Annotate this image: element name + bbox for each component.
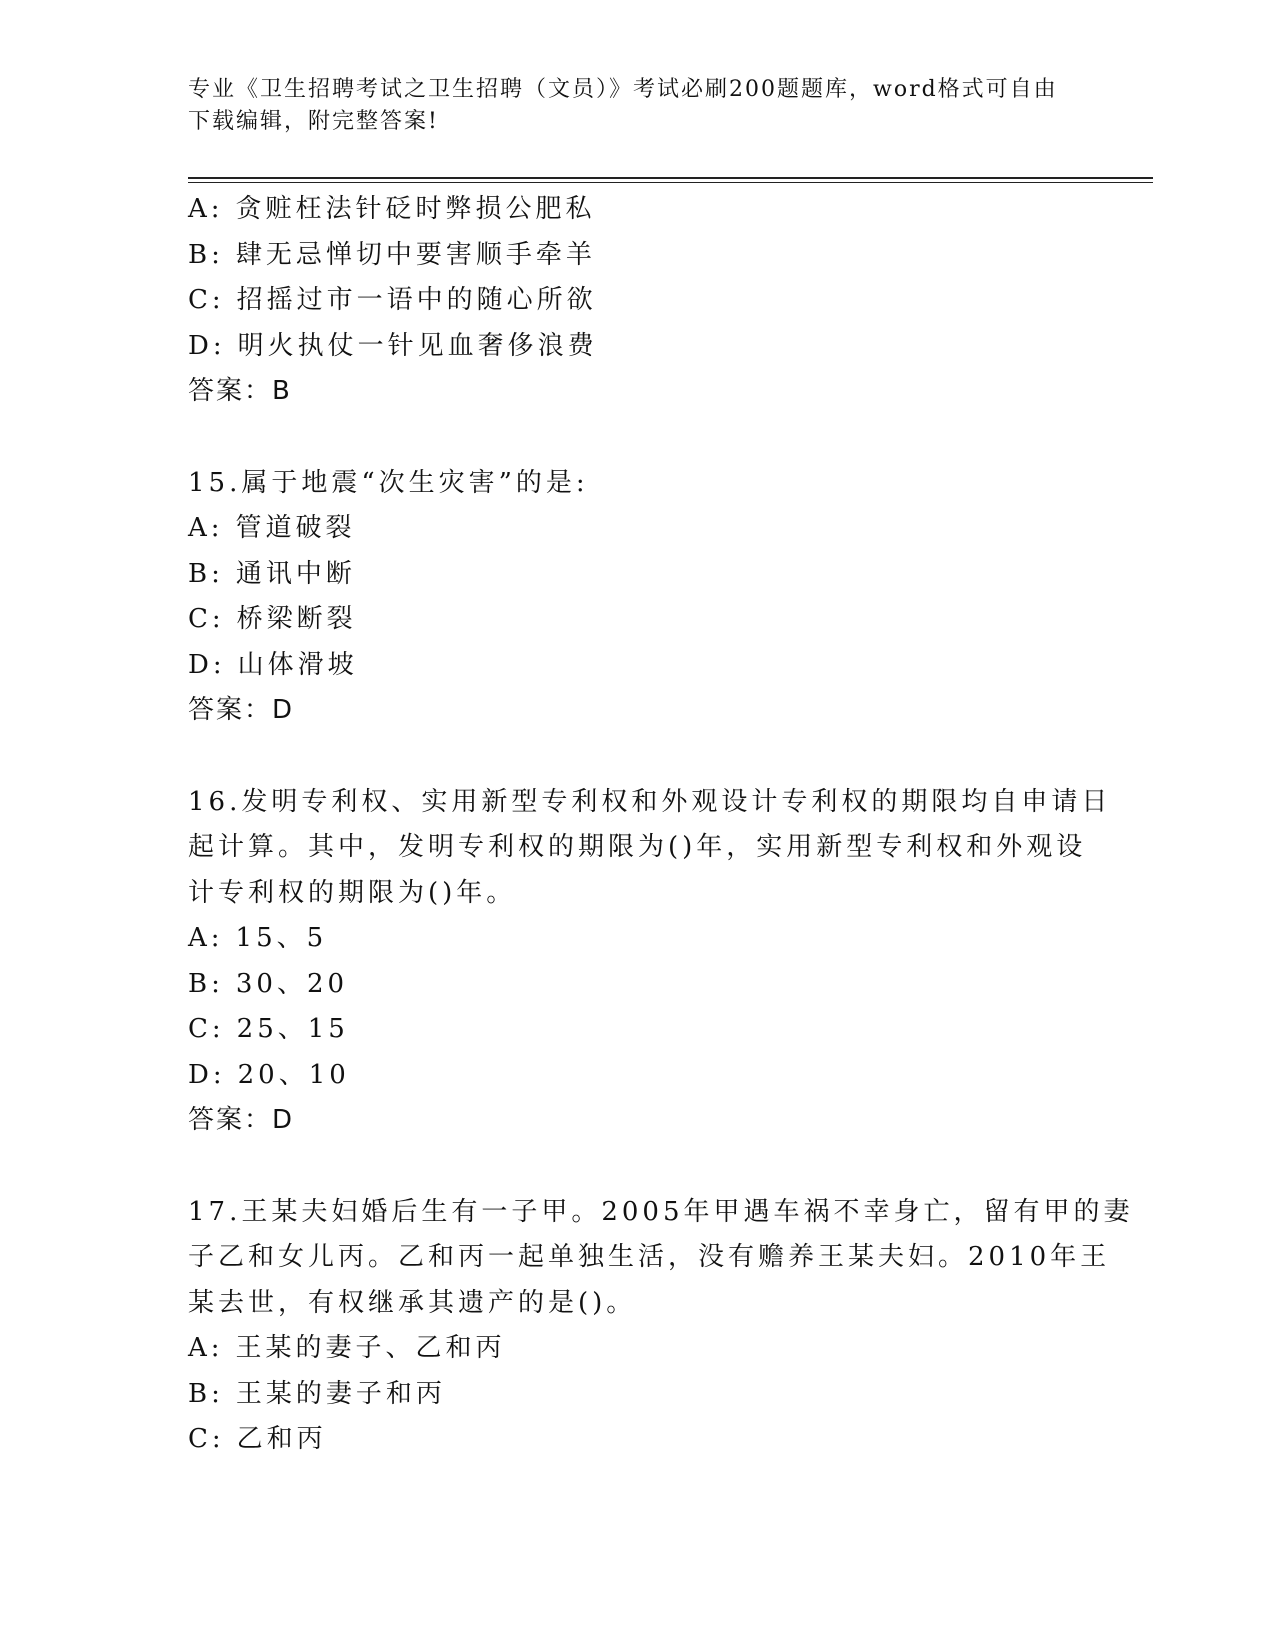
spacer xyxy=(188,734,1088,780)
answer-line: 答案：D xyxy=(188,695,295,725)
question-stem-line: 起计算。其中，发明专利权的期限为()年，实用新型专利权和外观设 xyxy=(188,832,1087,862)
question-stem-line: 某去世，有权继承其遗产的是()。 xyxy=(188,1287,637,1318)
option-a: A: 贪赃枉法针砭时弊损公肥私 xyxy=(188,194,596,224)
question-stem: 15.属于地震“次生灾害”的是: xyxy=(188,467,589,498)
question-stem-line: 17.王某夫妇婚后生有一子甲。2005年甲遇车祸不幸身亡，留有甲的妻 xyxy=(188,1196,1134,1227)
question-stem-line: 16.发明专利权、实用新型专利权和外观设计专利权的期限均自申请日 xyxy=(188,786,1112,817)
answer-line: 答案：B xyxy=(188,376,292,406)
option-b: B: 肆无忌惮切中要害顺手牵羊 xyxy=(188,239,596,270)
header-text: 专业《卫生招聘考试之卫生招聘（文员）》考试必刷200题题库，word格式可自由下载编辑，附完整答案! xyxy=(188,77,1058,134)
option-d: D: 山体滑坡 xyxy=(188,649,358,680)
answer-line: 答案：D xyxy=(188,1105,295,1135)
question-stem-line: 子乙和女儿丙。乙和丙一起单独生活，没有赡养王某夫妇。2010年王 xyxy=(188,1242,1111,1272)
question-16 xyxy=(188,780,1112,1144)
question-stem-line: 计专利权的期限为()年。 xyxy=(188,877,517,908)
option-c: C: 招摇过市一语中的随心所欲 xyxy=(188,285,597,315)
option-a: A: 王某的妻子、乙和丙 xyxy=(188,1333,506,1363)
question-list xyxy=(188,187,1134,1463)
option-a: A: 管道破裂 xyxy=(188,513,356,543)
option-d: D: 20、10 xyxy=(188,1059,350,1090)
option-c: C: 乙和丙 xyxy=(188,1424,327,1454)
option-b: B: 王某的妻子和丙 xyxy=(188,1378,446,1409)
header-divider-thick xyxy=(188,177,1153,179)
spacer xyxy=(188,415,1088,461)
header-divider-thin xyxy=(188,182,1153,183)
option-c: C: 桥梁断裂 xyxy=(188,604,357,634)
question-15 xyxy=(188,461,1088,734)
option-c: C: 25、15 xyxy=(188,1014,349,1044)
option-a: A: 15、5 xyxy=(188,923,328,953)
option-b: B: 通讯中断 xyxy=(188,558,356,589)
option-d: D: 明火执仗一针见血奢侈浪费 xyxy=(188,330,598,361)
question-14 xyxy=(188,187,1088,415)
spacer xyxy=(188,1144,1088,1190)
document-header xyxy=(188,74,1068,138)
option-b: B: 30、20 xyxy=(188,968,349,999)
question-17 xyxy=(188,1190,1134,1463)
